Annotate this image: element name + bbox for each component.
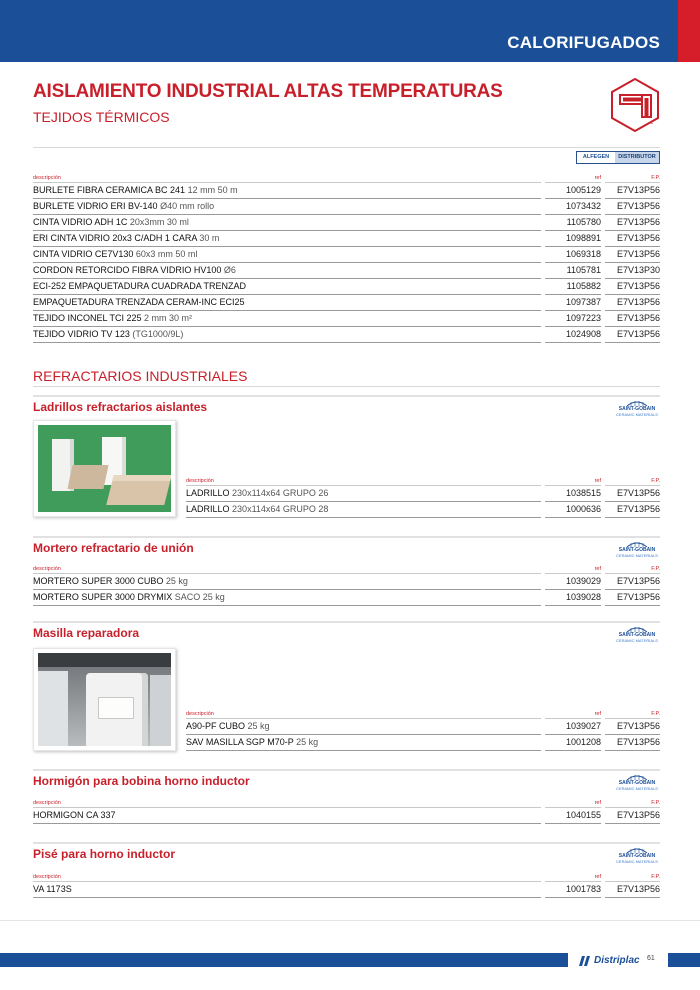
footer-brand: Distriplac xyxy=(594,955,640,966)
product-description xyxy=(33,574,188,589)
product-fp: E7V13P56 xyxy=(616,185,660,195)
column-gap xyxy=(541,262,545,279)
putty-buckets-photo xyxy=(33,648,176,751)
product-ref: 1073432 xyxy=(565,201,601,211)
column-gap xyxy=(601,485,605,502)
product-fp: E7V13P56 xyxy=(616,329,660,339)
column-gap xyxy=(601,734,605,751)
saint-gobain-text: SAINT-GOBAIN xyxy=(618,406,656,412)
column-gap xyxy=(541,182,545,199)
table-row xyxy=(186,719,660,735)
product-ref: 1039029 xyxy=(565,576,601,586)
table-row xyxy=(33,183,660,199)
product-name: LADRILLO xyxy=(186,504,230,514)
table-header xyxy=(33,873,660,882)
column-description: descripción xyxy=(33,874,61,880)
product-description xyxy=(186,486,328,501)
mortero-table xyxy=(33,565,660,606)
saint-gobain-logo xyxy=(612,626,662,646)
product-fp: E7V13P56 xyxy=(616,249,660,259)
bricks-photo xyxy=(33,420,176,517)
column-fp: F.P. xyxy=(651,478,660,484)
column-gap xyxy=(601,262,605,279)
product-name: BURLETE VIDRIO ERI BV-140 xyxy=(33,201,158,211)
table-row xyxy=(186,486,660,502)
hormigon-table xyxy=(33,799,660,824)
product-spec: 12 mm 50 m xyxy=(187,185,238,195)
product-fp: E7V13P56 xyxy=(616,201,660,211)
column-gap xyxy=(601,573,605,590)
table-row xyxy=(33,199,660,215)
ceramic-materials-text: CERAMIC MATERIALS xyxy=(616,786,658,791)
column-gap xyxy=(541,485,545,502)
column-gap xyxy=(541,501,545,518)
divider xyxy=(33,842,660,844)
distriplac-mark-icon xyxy=(577,956,591,966)
alfegen-logo-text: ALFEGEN xyxy=(577,152,615,163)
product-spec: SACO 25 kg xyxy=(174,592,225,602)
product-spec: Ø6 xyxy=(223,265,236,275)
saint-gobain-logo xyxy=(612,400,662,420)
divider xyxy=(33,395,660,397)
product-fp: E7V13P56 xyxy=(616,592,660,602)
product-ref: 1040155 xyxy=(565,810,601,820)
table-header xyxy=(33,565,660,574)
product-fp: E7V13P56 xyxy=(616,721,660,731)
product-name: TEJIDO VIDRIO TV 123 xyxy=(33,329,130,339)
saint-gobain-logo xyxy=(612,774,662,794)
table-row xyxy=(33,215,660,231)
product-ref: 1024908 xyxy=(565,329,601,339)
product-spec: 2 mm 30 m² xyxy=(144,313,193,323)
column-gap xyxy=(601,807,605,824)
product-name: A90-PF CUBO xyxy=(186,721,246,731)
product-spec: (TG1000/9L) xyxy=(132,329,184,339)
product-description xyxy=(186,735,318,750)
product-name: CORDON RETORCIDO FIBRA VIDRIO HV100 xyxy=(33,265,222,275)
product-name: EMPAQUETADURA TRENZADA CERAM-INC ECI25 xyxy=(33,297,245,307)
page-title: AISLAMIENTO INDUSTRIAL ALTAS TEMPERATURAS xyxy=(33,81,503,102)
ladrillos-table xyxy=(186,477,660,518)
divider xyxy=(33,147,660,148)
subsection-title-pise: Pisé para horno inductor xyxy=(33,847,176,861)
column-gap xyxy=(601,589,605,606)
product-description xyxy=(33,882,72,897)
product-name: TEJIDO INCONEL TCI 225 xyxy=(33,313,142,323)
column-ref: ref xyxy=(594,874,601,880)
table-row xyxy=(33,231,660,247)
saint-gobain-text: SAINT-GOBAIN xyxy=(618,853,656,859)
page-subtitle: TEJIDOS TÉRMICOS xyxy=(33,109,170,125)
column-ref: ref xyxy=(594,800,601,806)
product-fp: E7V13P56 xyxy=(616,488,660,498)
column-gap xyxy=(541,573,545,590)
product-ref: 1005129 xyxy=(565,185,601,195)
product-fp: E7V13P56 xyxy=(616,737,660,747)
table-row xyxy=(33,808,660,824)
product-description xyxy=(33,199,214,214)
product-name: MORTERO SUPER 3000 DRYMIX xyxy=(33,592,173,602)
divider xyxy=(33,621,660,623)
product-name: MORTERO SUPER 3000 CUBO xyxy=(33,576,164,586)
column-gap xyxy=(541,310,545,327)
column-fp: F.P. xyxy=(651,566,660,572)
product-description xyxy=(33,311,192,326)
product-fp: E7V13P56 xyxy=(616,576,660,586)
column-gap xyxy=(601,718,605,735)
pise-table xyxy=(33,873,660,898)
column-gap xyxy=(601,294,605,311)
section-heading-refractarios: REFRACTARIOS INDUSTRIALES xyxy=(33,368,248,384)
product-name: ECI-252 EMPAQUETADURA CUADRADA TRENZAD xyxy=(33,281,247,291)
saint-gobain-logo xyxy=(612,541,662,561)
subsection-title-mortero: Mortero refractario de unión xyxy=(33,541,194,555)
saint-gobain-text: SAINT-GOBAIN xyxy=(618,632,656,638)
saint-gobain-logo xyxy=(612,847,662,867)
header-bar xyxy=(0,0,700,62)
column-gap xyxy=(601,214,605,231)
product-name: CINTA VIDRIO ADH 1C xyxy=(33,217,128,227)
column-gap xyxy=(601,198,605,215)
product-spec: 230x114x64 GRUPO 26 xyxy=(232,488,329,498)
table-row xyxy=(186,735,660,751)
product-description xyxy=(33,231,219,246)
product-ref: 1098891 xyxy=(565,233,601,243)
table-row xyxy=(33,263,660,279)
table-row xyxy=(33,574,660,590)
column-description: descripción xyxy=(33,800,61,806)
divider xyxy=(0,920,700,921)
product-spec: 25 kg xyxy=(165,576,188,586)
table-row xyxy=(186,502,660,518)
column-fp: F.P. xyxy=(651,175,660,181)
divider xyxy=(33,536,660,538)
product-spec: 25 kg xyxy=(247,721,270,731)
masilla-table xyxy=(186,710,660,751)
column-description: descripción xyxy=(33,566,61,572)
column-gap xyxy=(541,246,545,263)
product-description xyxy=(33,279,246,294)
product-ref: 1038515 xyxy=(565,488,601,498)
product-ref: 1105781 xyxy=(566,265,601,275)
pipe-insulation-icon xyxy=(608,78,662,132)
column-gap xyxy=(541,198,545,215)
table-row xyxy=(33,882,660,898)
product-fp: E7V13P56 xyxy=(616,884,660,894)
ceramic-materials-text: CERAMIC MATERIALS xyxy=(616,412,658,417)
table-header xyxy=(186,477,660,486)
column-gap xyxy=(601,310,605,327)
product-ref: 1105882 xyxy=(566,281,601,291)
product-spec: 30 m xyxy=(199,233,220,243)
column-gap xyxy=(541,294,545,311)
product-description xyxy=(33,327,183,342)
product-description xyxy=(186,502,328,517)
column-gap xyxy=(541,214,545,231)
product-ref: 1039028 xyxy=(565,592,601,602)
table-row xyxy=(33,311,660,327)
product-name: VA 1173S xyxy=(33,884,72,894)
product-description xyxy=(33,215,189,230)
saint-gobain-text: SAINT-GOBAIN xyxy=(618,780,656,786)
column-description: descripción xyxy=(186,478,214,484)
ceramic-materials-text: CERAMIC MATERIALS xyxy=(616,859,658,864)
product-spec: Ø40 mm rollo xyxy=(160,201,215,211)
product-fp: E7V13P30 xyxy=(616,265,660,275)
product-ref: 1001208 xyxy=(565,737,601,747)
product-fp: E7V13P56 xyxy=(616,281,660,291)
product-fp: E7V13P56 xyxy=(616,810,660,820)
column-gap xyxy=(601,230,605,247)
table-row xyxy=(33,327,660,343)
product-spec: 60x3 mm 50 ml xyxy=(135,249,198,259)
distriplac-logo xyxy=(577,955,640,966)
product-description xyxy=(186,719,270,734)
column-fp: F.P. xyxy=(651,711,660,717)
alfegen-distributor-logo xyxy=(576,151,660,164)
page-number: 61 xyxy=(647,955,655,962)
product-ref: 1069318 xyxy=(565,249,601,259)
column-gap xyxy=(541,807,545,824)
product-name: LADRILLO xyxy=(186,488,230,498)
product-ref: 1000636 xyxy=(565,504,601,514)
product-description xyxy=(33,183,238,198)
column-ref: ref xyxy=(594,711,601,717)
column-gap xyxy=(601,182,605,199)
svg-text:c: c xyxy=(650,119,654,126)
column-gap xyxy=(601,326,605,343)
column-gap xyxy=(541,230,545,247)
section-tab xyxy=(678,0,700,62)
column-gap xyxy=(541,326,545,343)
product-ref: 1105780 xyxy=(566,217,601,227)
product-name: HORMIGON CA 337 xyxy=(33,810,116,820)
column-fp: F.P. xyxy=(651,800,660,806)
column-gap xyxy=(601,881,605,898)
product-name: ERI CINTA VIDRIO 20x3 C/ADH 1 CARA xyxy=(33,233,197,243)
product-description xyxy=(33,590,225,605)
saint-gobain-text: SAINT-GOBAIN xyxy=(618,547,656,553)
product-ref: 1097387 xyxy=(565,297,601,307)
product-fp: E7V13P56 xyxy=(616,297,660,307)
divider xyxy=(33,386,660,387)
product-fp: E7V13P56 xyxy=(616,233,660,243)
product-description xyxy=(33,247,197,262)
column-ref: ref xyxy=(594,566,601,572)
distributor-logo-text: DISTRIBUTOR xyxy=(615,152,659,163)
column-gap xyxy=(541,589,545,606)
product-spec: 230x114x64 GRUPO 28 xyxy=(232,504,329,514)
product-spec: 20x3mm 30 ml xyxy=(129,217,189,227)
subsection-title-ladrillos: Ladrillos refractarios aislantes xyxy=(33,400,208,414)
column-gap xyxy=(541,278,545,295)
column-description: descripción xyxy=(186,711,214,717)
table-row xyxy=(33,590,660,606)
table-row xyxy=(33,279,660,295)
product-name: CINTA VIDRIO CE7V130 xyxy=(33,249,134,259)
table-header xyxy=(33,174,660,183)
ceramic-materials-text: CERAMIC MATERIALS xyxy=(616,638,658,643)
table-row xyxy=(33,247,660,263)
product-ref: 1039027 xyxy=(565,721,601,731)
column-description: descripción xyxy=(33,175,61,181)
column-gap xyxy=(541,734,545,751)
product-description xyxy=(33,808,116,823)
table-row xyxy=(33,295,660,311)
column-gap xyxy=(541,718,545,735)
subsection-title-masilla: Masilla reparadora xyxy=(33,626,140,640)
column-ref: ref xyxy=(594,175,601,181)
column-gap xyxy=(601,246,605,263)
column-gap xyxy=(601,501,605,518)
product-name: BURLETE FIBRA CERAMICA BC 241 xyxy=(33,185,186,195)
column-gap xyxy=(541,881,545,898)
ceramic-materials-text: CERAMIC MATERIALS xyxy=(616,553,658,558)
column-fp: F.P. xyxy=(651,874,660,880)
column-gap xyxy=(601,278,605,295)
product-spec: 25 kg xyxy=(296,737,319,747)
textiles-table xyxy=(33,174,660,343)
product-description xyxy=(33,263,236,278)
section-title: CALORIFUGADOS xyxy=(507,33,660,52)
product-fp: E7V13P56 xyxy=(616,217,660,227)
product-ref: 1097223 xyxy=(565,313,601,323)
product-ref: 1001783 xyxy=(565,884,601,894)
column-ref: ref xyxy=(594,478,601,484)
table-header xyxy=(33,799,660,808)
divider xyxy=(33,769,660,771)
table-header xyxy=(186,710,660,719)
product-description xyxy=(33,295,245,310)
product-fp: E7V13P56 xyxy=(616,504,660,514)
product-name: SAV MASILLA SGP M70-P xyxy=(186,737,294,747)
subsection-title-hormigon: Hormigón para bobina horno inductor xyxy=(33,774,250,788)
product-fp: E7V13P56 xyxy=(616,313,660,323)
